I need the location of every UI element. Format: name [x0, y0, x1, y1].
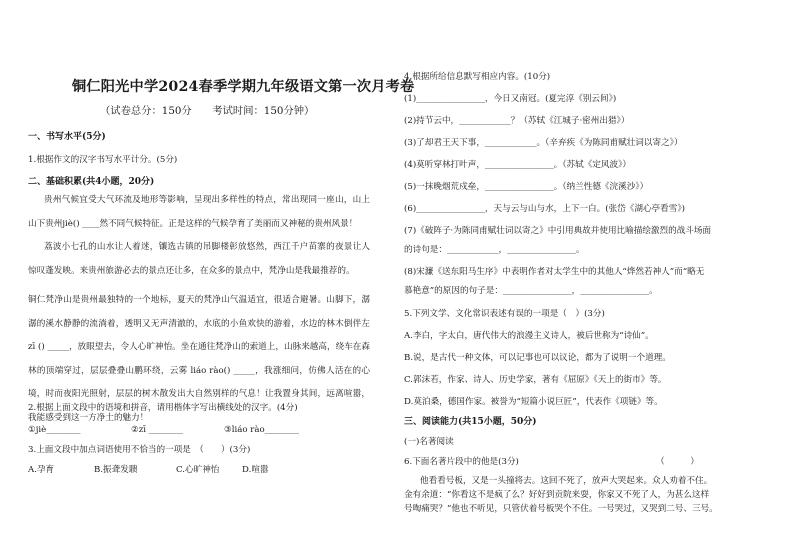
q6-answer-paren[interactable]: （ ） [656, 457, 699, 467]
question-4: 4.根据所给信息默写相应内容。(10分) [404, 72, 551, 82]
q4-line-8: 的诗句是：____________，________________。 [404, 245, 585, 255]
q4-line-7: (7)《破阵子·为陈同甫赋壮词以寄之》中引用典故并使用比喻描绘激烈的战斗场面 [404, 226, 712, 236]
q2-blank-3[interactable]: ③liáo rào________ [224, 425, 300, 435]
subsection-heading: (一)名著阅读 [404, 437, 454, 447]
section1-heading: 一、书写水平(5分) [28, 132, 106, 142]
section3-heading: 三、阅读能力(共15小题，50分) [404, 417, 537, 427]
q4-line-2: (2)持节云中，____________？（苏轼《江城子·密州出猎》） [404, 116, 630, 126]
q2-blank-1[interactable]: ①jiè________ [28, 425, 81, 435]
question-2: 2.根据上面文段中的语境和拼音，请用楷体字写出横线处的汉字。(4分) [28, 403, 298, 413]
question-6: 6.下面名著片段中的他是(3分) [404, 457, 519, 467]
q4-line-5: (5)一抹晚烟荒戍垒，________________。（纳兰性德《浣溪沙》） [404, 182, 649, 192]
q5-option-c[interactable]: C.郭沫若，作家、诗人、历史学家，著有《屈原》《天上的街市》等。 [404, 375, 667, 385]
excerpt-line-3: 号啕痛哭？”他也不听见，只管伏着号板哭个不住。一号哭过，又哭到二号、三号。 [404, 504, 718, 514]
section2-heading: 二、基础积累(共4小题，20分) [28, 177, 155, 187]
q3-option-b[interactable]: B.振聋发聩 [94, 465, 138, 475]
excerpt-line-2: 金有余道：“你看这不是疯了么？好好到贡院来耍，你家又不死了人，为甚么这样 [404, 490, 710, 500]
q5-option-a[interactable]: A.李白，字太白，唐代伟大的浪漫主义诗人，被后世称为“诗仙”。 [404, 331, 654, 341]
q4-line-4: (4)莫听穿林打叶声，________________。（苏轼《定风波》） [404, 160, 632, 170]
q4-line-9: (8)宋濂《送东阳马生序》中表明作者对太学生中的其他人“烨然若神人”而“略无 [404, 267, 705, 277]
exam-info: （试卷总分：150分 考试时间：150分钟） [100, 105, 315, 117]
q2-blank-2[interactable]: ②zī ________ [131, 425, 184, 435]
q5-option-d[interactable]: D.莫泊桑，德国作家。被誉为“短篇小说巨匠”，代表作《项链》等。 [404, 397, 663, 407]
q3-option-d[interactable]: D.喧嚣 [242, 465, 269, 475]
q4-line-3: (3)了却君王天下事，____________。（辛弃疾《为陈同甫赋壮词以寄之》） [404, 138, 683, 148]
q4-line-6: (6)________________，天与云与山与水，上下一白。(张岱《湖心亭看雪》) [404, 204, 685, 214]
q3-option-a[interactable]: A.孕育 [28, 465, 55, 475]
excerpt-line-1: 他看看号板，又是一头撞将去。这回不死了，放声大哭起来。众人劝着不住。 [420, 476, 713, 486]
q4-line-10: 慕艳意”的原因的句子是：________________，________________。 [404, 286, 658, 296]
q3-option-c[interactable]: C.心旷神怡 [176, 465, 220, 475]
passage-paragraph-3: 铜仁梵净山是贵州最独特的一个地标，夏天的梵净山气温适宜，很适合避暑。山脚下，潺潺的溪水静静的流淌着，透明又无声清澈的，水底的小鱼欢快的游着，水边的林木倒伴左 zī () _____，放眼望去，令人心旷神怡。坐在通往梵净山的索道上，山脉来越高，绕车在森林的顶端穿过，层层叠叠山鹏环绕，云雾 liáo rào() _____，我涨细问，仿佛人活在的心境，时而夜阳光照射，层层的树木散发出大自然别样的气息！让我置身其间，远离喧嚣，我能感受到这一方净土的魅力！ [28, 295, 370, 423]
passage-paragraph-1: 贵州气候宜受大气环流及地形等影响，呈现出多样性的特点，常出现同一座山，山上山下贵州jiè() ____然不同气候特征。正是这样的气候孕育了美丽而又神秘的贵州风景！ [28, 195, 370, 229]
question-5: 5.下列文学、文化常识表述有误的一项是（ ）(3分) [404, 309, 605, 319]
page-title: 铜仁阳光中学2024春季学期九年级语文第一次月考卷 [72, 79, 415, 95]
question-1: 1.根据作文的汉字书写水平计分。(5分) [28, 155, 178, 165]
passage-paragraph-2: 荔波小七孔的山水让人着迷，镶选古镇的吊脚楼彰放悠然，西江千户苗寨的夜景让人惊叹蓬发映。来贵州旅游必去的景点还让多，在众多的景点中，梵净山是我最推荐的。 [28, 242, 370, 276]
question-3: 3.上面文段中加点词语使用不恰当的一项是 （ ）(3分) [28, 445, 251, 455]
q4-line-1: (1)________________，今日又南冠。(夏完淳《别云间》) [404, 94, 617, 104]
q5-option-b[interactable]: B.说，是古代一种文体，可以记事也可以议论，都为了说明一个道理。 [404, 353, 671, 363]
